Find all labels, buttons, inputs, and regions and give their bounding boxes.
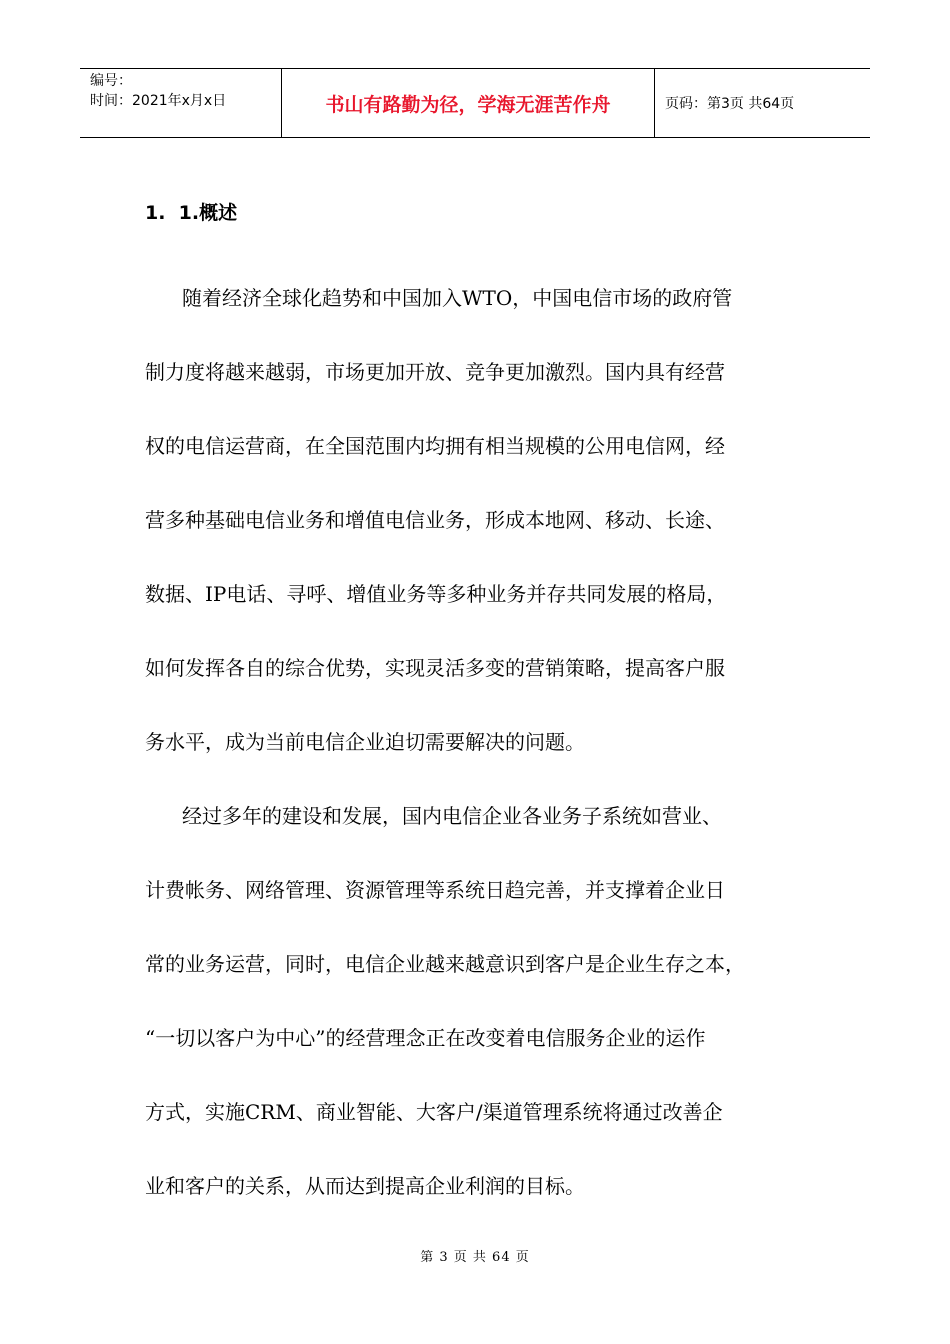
paragraph-line: 权的电信运营商，在全国范围内均拥有相当规模的公用电信网，经: [145, 434, 725, 458]
paragraph-line: “一切以客户为中心”的经营理念正在改变着电信服务企业的运作: [145, 1026, 706, 1050]
page-header: [80, 68, 870, 138]
page-footer: 第 3 页 共 64 页: [420, 1250, 530, 1265]
paragraph-line: 数据、IP电话、寻呼、增值业务等多种业务并存共同发展的格局，: [145, 582, 727, 606]
header-motto-cell: [282, 69, 655, 137]
paragraph-line: 业和客户的关系，从而达到提高企业利润的目标。: [145, 1174, 585, 1198]
paragraph-line: 经过多年的建设和发展，国内电信企业各业务子系统如营业、: [182, 804, 722, 828]
header-motto: 书山有路勤为径，学海无涯苦作舟: [325, 93, 611, 116]
header-page-info: 页码：第3页 共64页: [665, 96, 795, 112]
paragraph-line: 随着经济全球化趋势和中国加入WTO，中国电信市场的政府管: [182, 286, 733, 310]
paragraph-line: 务水平，成为当前电信企业迫切需要解决的问题。: [145, 730, 585, 754]
paragraph-line: 如何发挥各自的综合优势，实现灵活多变的营销策略，提高客户服: [145, 656, 725, 680]
paragraph-line: 营多种基础电信业务和增值电信业务，形成本地网、移动、长途、: [145, 508, 725, 532]
paragraph-line: 计费帐务、网络管理、资源管理等系统日趋完善，并支撑着企业日: [145, 878, 725, 902]
paragraph-line: 方式，实施CRM、商业智能、大客户/渠道管理系统将通过改善企: [145, 1100, 723, 1124]
paragraph-line: 常的业务运营，同时，电信企业越来越意识到客户是企业生存之本，: [145, 952, 745, 976]
paragraph-line: 制力度将越来越弱，市场更加开放、竞争更加激烈。国内具有经营: [145, 360, 725, 384]
document-number-label: 编号：: [90, 73, 132, 89]
header-meta-cell: [80, 69, 282, 137]
body-text: [145, 280, 825, 1242]
section-heading: 1. 1.概述: [145, 202, 238, 224]
document-time-label: 时间：2021年x月x日: [90, 93, 227, 109]
header-page-cell: [655, 69, 870, 137]
